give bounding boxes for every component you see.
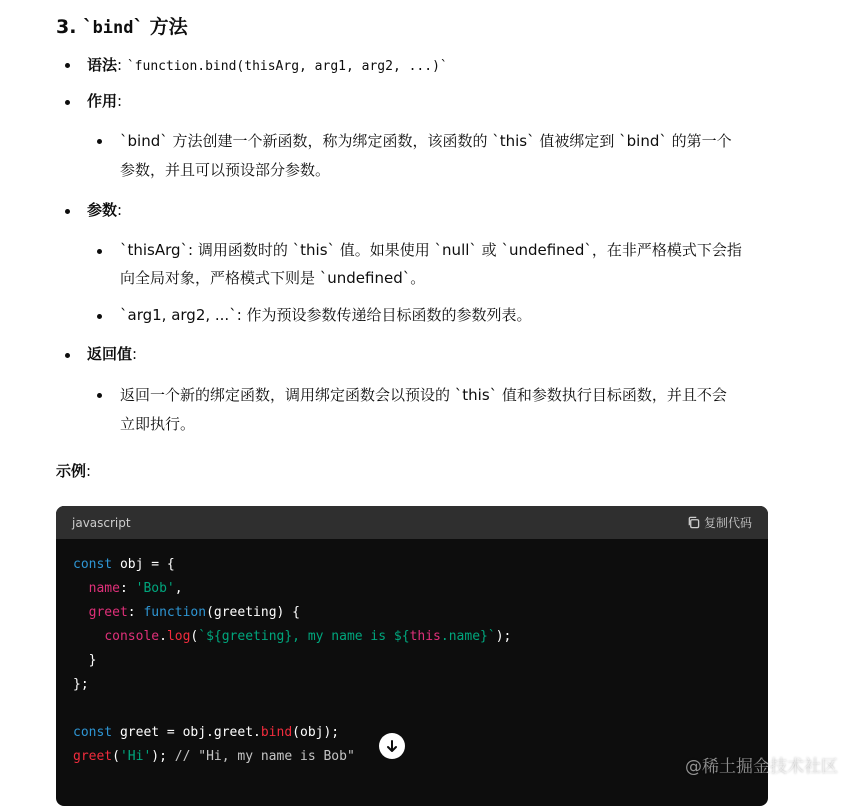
purpose-text-line2: 参数，并且可以预设部分参数。 [120, 161, 331, 179]
bullet [65, 63, 70, 68]
purpose-label: 作用 [87, 92, 118, 110]
returns-text-line2: 立即执行。 [120, 415, 196, 433]
returns-colon: : [132, 345, 138, 363]
code-line-2: name: 'Bob', [88, 581, 183, 596]
bullet [97, 393, 102, 398]
code-body[interactable] [56, 539, 768, 783]
code-line-1: const obj = { [73, 557, 175, 572]
bullet [97, 249, 102, 254]
purpose-item [87, 87, 122, 116]
scroll-to-bottom-button[interactable] [379, 733, 405, 759]
syntax-item [87, 51, 448, 81]
code-line-5: } [73, 653, 97, 668]
example-label: 示例 [56, 462, 87, 480]
copy-icon [687, 516, 700, 529]
bullet [65, 209, 70, 214]
watermark: @稀土掘金技术社区 [685, 757, 838, 777]
code-line-3: greet: function(greeting) { [88, 605, 300, 620]
code-line-8: const greet = obj.greet.bind(obj); [73, 725, 340, 740]
purpose-colon: : [117, 92, 123, 110]
bullet [97, 139, 102, 144]
code-line-4: console.log(`${greeting}, my name is ${this.name}`); [104, 629, 512, 644]
purpose-text-line1: `bind` 方法创建一个新函数，称为绑定函数，该函数的 `this` 值被绑定到 `bind` 的第一个 [120, 132, 732, 150]
code-line-6: }; [73, 677, 89, 692]
code-language: javascript [72, 515, 131, 530]
copy-code-button[interactable] [687, 514, 752, 531]
code-block [56, 506, 768, 806]
syntax-code: `function.bind(thisArg, arg1, arg2, ...)` [126, 59, 448, 74]
param-args: `arg1, arg2, ...`: 作为预设参数传递给目标函数的参数列表。 [120, 306, 532, 324]
example-colon: : [86, 462, 92, 480]
bullet [65, 100, 70, 105]
param-thisarg-line1: `thisArg`: 调用函数时的 `this` 值。如果使用 `null` 或 `undefined`，在非严格模式下会指 [120, 241, 742, 259]
returns-label: 返回值 [87, 345, 133, 363]
params-label: 参数 [87, 201, 118, 219]
code-header [56, 506, 768, 539]
heading-code: bind [92, 18, 134, 38]
bullet [65, 353, 70, 358]
heading-prefix: 3. ` [56, 16, 93, 38]
code-line-9: greet('Hi'); // "Hi, my name is Bob" [73, 749, 355, 764]
returns-text-line1: 返回一个新的绑定函数，调用绑定函数会以预设的 `this` 值和参数执行目标函数，并且不会 [120, 386, 727, 404]
section-heading [56, 14, 188, 41]
code-line-7 [73, 697, 751, 721]
returns-item [87, 340, 137, 369]
arrow-down-icon [385, 739, 399, 753]
syntax-label: 语法 [87, 56, 118, 74]
params-item [87, 196, 122, 225]
bullet [97, 314, 102, 319]
syntax-colon: : [117, 56, 127, 74]
example-heading [56, 457, 91, 486]
copy-label: 复制代码 [703, 516, 752, 530]
param-thisarg-line2: 向全局对象，严格模式下则是 `undefined`。 [120, 269, 426, 287]
heading-suffix: ` 方法 [133, 16, 188, 38]
params-colon: : [117, 201, 123, 219]
